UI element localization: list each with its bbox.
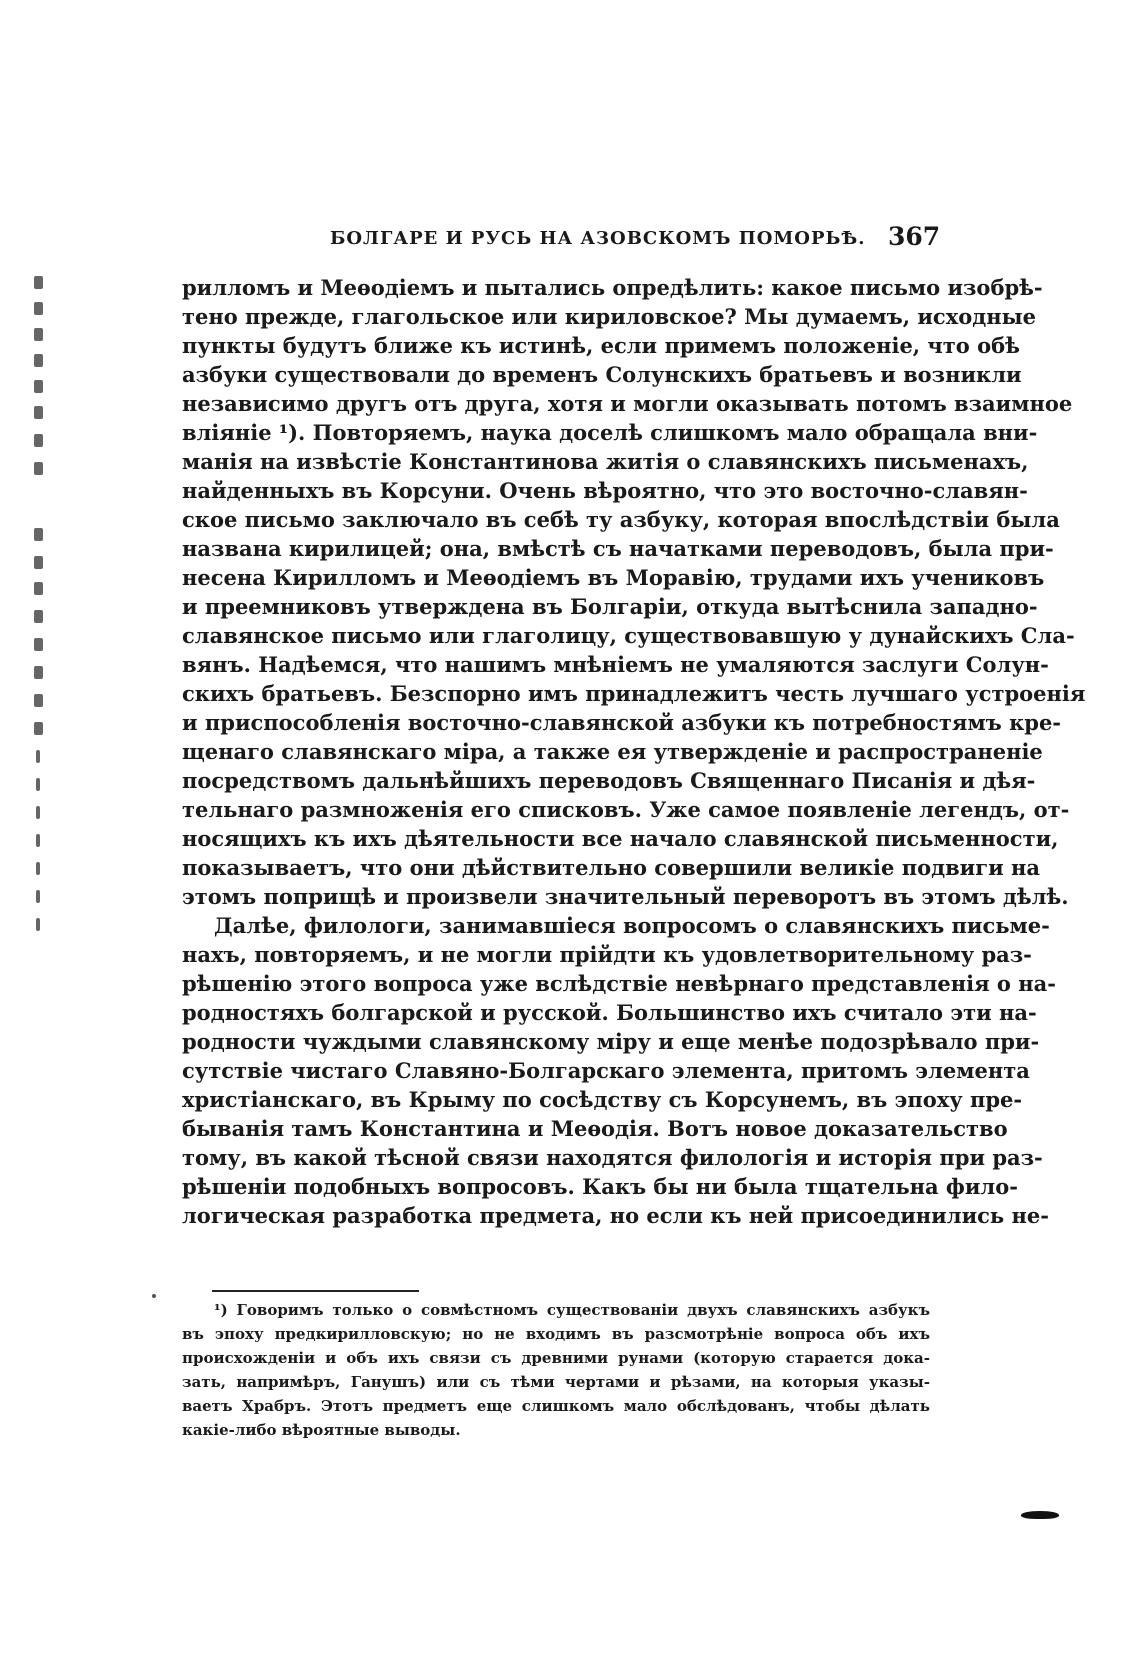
text-line: тому, въ какой тѣсной связи находятся филологія и исторія при раз- bbox=[182, 1145, 1043, 1170]
margin-mark bbox=[34, 722, 43, 735]
text-line: славянское письмо или глаголицу, существовавшую у дунайскихъ Сла- bbox=[182, 623, 1075, 648]
margin-mark bbox=[36, 806, 40, 819]
text-line: пункты будутъ ближе къ истинѣ, если примемъ положеніе, что обѣ bbox=[182, 333, 1020, 358]
margin-mark bbox=[34, 694, 43, 707]
text-line: и приспособленія восточно-славянской азбуки къ потребностямъ кре- bbox=[182, 710, 1062, 735]
text-line: вліяніе ¹). Повторяемъ, наука доселѣ слишкомъ мало обращала вни- bbox=[182, 420, 1038, 445]
text-line: манія на извѣстіе Константинова житія о славянскихъ письменахъ, bbox=[182, 449, 1029, 474]
text-line: рѣшенію этого вопроса уже вслѣдствіе невѣрнаго представленія о на- bbox=[182, 971, 1056, 996]
margin-mark bbox=[34, 328, 43, 341]
text-line: азбуки существовали до временъ Солунскихъ братьевъ и возникли bbox=[182, 362, 1022, 387]
text-line: щенаго славянскаго міра, а также ея утвержденіе и распространеніе bbox=[182, 739, 1043, 764]
margin-mark bbox=[34, 302, 43, 315]
running-title: БОЛГАРЕ И РУСЬ НА АЗОВСКОМЪ ПОМОРЬѢ. bbox=[330, 228, 866, 249]
text-line: ское письмо заключало въ себѣ ту азбуку, которая впослѣдствіи была bbox=[182, 507, 1060, 532]
text-line: и преемниковъ утверждена въ Болгаріи, откуда вытѣснила западно- bbox=[182, 594, 1038, 619]
page-number: 367 bbox=[888, 222, 941, 251]
text-line: быванія тамъ Константина и Меѳодія. Вотъ новое доказательство bbox=[182, 1116, 1008, 1141]
margin-mark bbox=[34, 582, 43, 595]
text-line: этомъ поприщѣ и произвели значительный переворотъ въ этомъ дѣлѣ. bbox=[182, 884, 1069, 909]
margin-mark bbox=[34, 638, 43, 651]
text-line: несена Кирилломъ и Меѳодіемъ въ Моравію, трудами ихъ учениковъ bbox=[182, 565, 1045, 590]
text-line: логическая разработка предмета, но если къ ней присоединились не- bbox=[182, 1203, 1049, 1228]
margin-mark bbox=[34, 528, 43, 541]
margin-mark bbox=[34, 666, 43, 679]
ink-speck bbox=[152, 1294, 156, 1298]
footnote-line: происхожденіи и объ ихъ связи съ древними рунами (которую старается дока- bbox=[182, 1349, 930, 1367]
margin-mark bbox=[36, 778, 40, 791]
text-line: сутствіе чистаго Славяно-Болгарскаго элемента, притомъ элемента bbox=[182, 1058, 1030, 1083]
margin-mark bbox=[36, 750, 40, 763]
text-line: скихъ братьевъ. Безспорно имъ принадлежитъ честь лучшаго устроенія bbox=[182, 681, 1086, 706]
text-line: родности чуждыми славянскому міру и еще менѣе подозрѣвало при- bbox=[182, 1029, 1040, 1054]
footnote-divider bbox=[212, 1290, 419, 1292]
text-line: христіанскаго, въ Крыму по сосѣдству съ Корсунемъ, въ эпоху пре- bbox=[182, 1087, 1023, 1112]
text-line: родностяхъ болгарской и русской. Большинство ихъ считало эти на- bbox=[182, 1000, 1037, 1025]
footnote-line: ¹) Говоримъ только о совмѣстномъ существованіи двухъ славянскихъ азбукъ bbox=[214, 1301, 930, 1319]
text-line: носящихъ къ ихъ дѣятельности все начало славянской письменности, bbox=[182, 826, 1059, 851]
margin-mark bbox=[34, 462, 43, 475]
main-text bbox=[182, 273, 1086, 1230]
text-line: найденныхъ въ Корсуни. Очень вѣроятно, что это восточно-славян- bbox=[182, 478, 1028, 503]
footnote-line: въ эпоху предкирилловскую; но не входимъ въ разсмотрѣніе вопроса объ ихъ bbox=[182, 1325, 930, 1343]
text-line: рѣшеніи подобныхъ вопросовъ. Какъ бы ни была тщательна фило- bbox=[182, 1174, 1018, 1199]
footnote-line: ваетъ Храбръ. Этотъ предметъ еще слишкомъ мало обслѣдованъ, чтобы дѣлать bbox=[182, 1397, 930, 1415]
text-line: тельнаго размноженія его списковъ. Уже самое появленіе легендъ, от- bbox=[182, 797, 1070, 822]
footnote-line: какіе-либо вѣроятные выводы. bbox=[182, 1421, 461, 1439]
text-line: Далѣе, филологи, занимавшіеся вопросомъ о славянскихъ письме- bbox=[214, 913, 1050, 938]
ink-smudge bbox=[1021, 1511, 1059, 1519]
margin-mark bbox=[36, 862, 40, 875]
text-line: нахъ, повторяемъ, и не могли прійдти къ удовлетворительному раз- bbox=[182, 942, 1032, 967]
margin-mark bbox=[34, 354, 43, 367]
text-line: тено прежде, глагольское или кириловское? Мы думаемъ, исходные bbox=[182, 304, 1037, 329]
text-line: показываетъ, что они дѣйствительно совершили великіе подвиги на bbox=[182, 855, 1040, 880]
margin-mark bbox=[36, 890, 40, 903]
margin-mark bbox=[34, 276, 43, 289]
text-line: рилломъ и Меѳодіемъ и пытались опредѣлить: какое письмо изобрѣ- bbox=[182, 275, 1043, 300]
margin-mark bbox=[34, 380, 43, 393]
margin-mark bbox=[34, 610, 43, 623]
text-line: посредствомъ дальнѣйшихъ переводовъ Священнаго Писанія и дѣя- bbox=[182, 768, 1036, 793]
margin-mark bbox=[36, 918, 40, 931]
footnote-line: зать, напримѣръ, Ганушъ) или съ тѣми чертами и рѣзами, на которыя указы- bbox=[182, 1373, 930, 1391]
margin-mark bbox=[34, 406, 43, 419]
margin-mark bbox=[34, 556, 43, 569]
margin-mark bbox=[34, 434, 43, 447]
footnote bbox=[182, 1298, 930, 1442]
text-line: названа кирилицей; она, вмѣстѣ съ начатками переводовъ, была при- bbox=[182, 536, 1054, 561]
text-line: независимо другъ отъ друга, хотя и могли оказывать потомъ взаимное bbox=[182, 391, 1073, 416]
text-line: вянъ. Надѣемся, что нашимъ мнѣніемъ не умаляются заслуги Солун- bbox=[182, 652, 1049, 677]
margin-mark bbox=[36, 834, 40, 847]
